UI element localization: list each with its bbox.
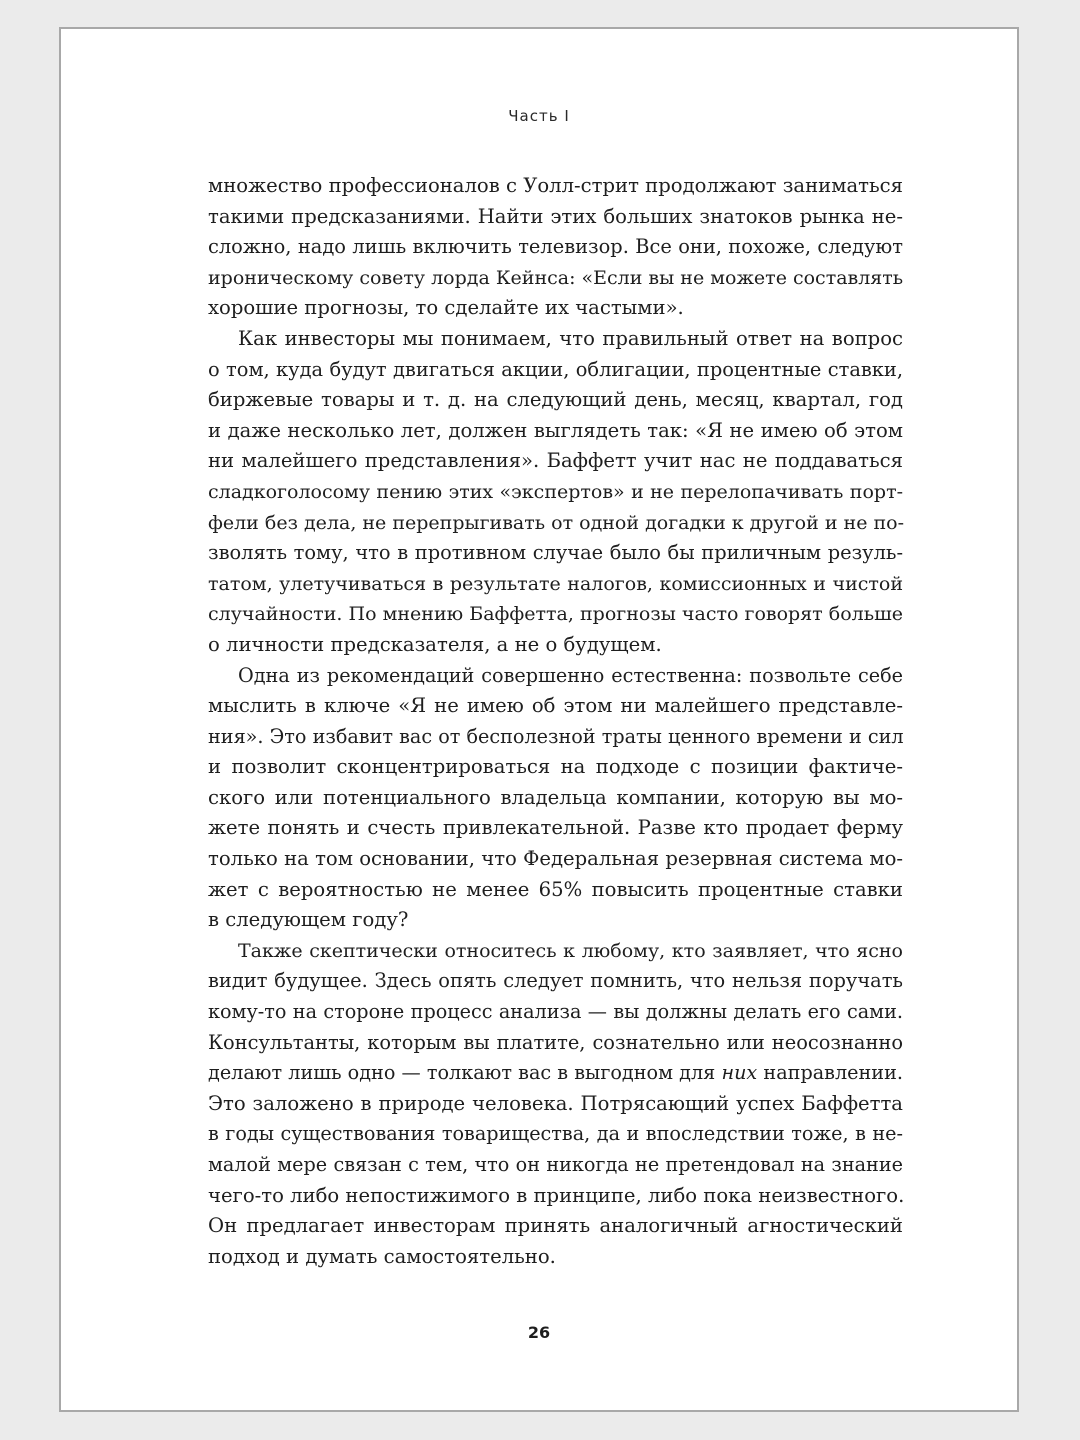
text-line: жете понять и счесть привлекательной. Разве кто продает ферму [208, 816, 903, 840]
text-line: жет с вероятностью не менее 65% повысить процентные ставки [208, 877, 903, 901]
text-line: фели без дела, не перепрыгивать от одной догадки к другой и не по- [208, 511, 904, 534]
text-line: случайности. По мнению Баффетта, прогнозы часто говорят больше [208, 603, 903, 626]
text-line: ни малейшего представления». Баффетт учит нас не поддаваться [208, 449, 903, 473]
text-line: Как инвесторы мы понимаем, что правильный ответ на вопрос [238, 326, 903, 350]
text-segment: направлении. [763, 1061, 903, 1085]
emphasized-word: них [721, 1061, 758, 1085]
text-line: только на том основании, что Федеральная резервная система мо- [208, 847, 903, 871]
text-line: сладкоголосому пению этих «экспертов» и не перелопачивать порт- [208, 480, 903, 503]
text-line: кому-то на стороне процесс анализа — вы должны делать его сами. [208, 1000, 903, 1024]
text-line: Консультанты, которым вы платите, сознательно или неосознанно [208, 1030, 903, 1054]
text-line: татом, улетучиваться в результате налогов, комиссионных и чистой [208, 572, 903, 595]
text-line: хорошие прогнозы, то сделайте их частыми». [208, 296, 684, 320]
text-line: о том, куда будут двигаться акции, облигации, процентные ставки, [208, 357, 903, 381]
text-segment: делают лишь одно — толкают вас в выгодном для [208, 1061, 716, 1085]
text-line: подход и думать самостоятельно. [208, 1244, 556, 1268]
text-line: ния». Это избавит вас от бесполезной траты ценного времени и сил [208, 724, 904, 748]
text-line: о личности предсказателя, а не о будущем. [208, 632, 662, 656]
paragraph [208, 661, 903, 936]
text-line: в следующем году? [208, 908, 409, 932]
paragraph [208, 936, 903, 1273]
text-line: Также скептически относитесь к любому, кто заявляет, что ясно [238, 939, 903, 962]
text-line: чего-то либо непостижимого в принципе, либо пока неизвестного. [208, 1183, 905, 1207]
text-line: ироническому совету лорда Кейнса: «Если вы не можете составлять [208, 266, 904, 289]
book-page [59, 27, 1019, 1412]
text-line: Он предлагает инвесторам принять аналогичный агностический [208, 1214, 903, 1238]
text-line: мыслить в ключе «Я не имею об этом ни малейшего представле- [208, 694, 903, 718]
text-line: в годы существования товарищества, да и впоследствии тоже, в не- [208, 1122, 903, 1146]
text-line: биржевые товары и т. д. на следующий день, месяц, квартал, год [208, 388, 903, 412]
text-line: Это заложено в природе человека. Потрясающий успех Баффетта [208, 1091, 903, 1115]
text-line: сложно, надо лишь включить телевизор. Все они, похоже, следуют [208, 235, 903, 259]
paragraph [208, 171, 903, 324]
text-line: такими предсказаниями. Найти этих больших знатоков рынка не- [208, 204, 903, 228]
body-text [208, 171, 903, 1272]
text-line: и даже несколько лет, должен выглядеть так: «Я не имею об этом [208, 418, 903, 442]
text-line: малой мере связан с тем, что он никогда не претендовал на знание [208, 1153, 903, 1176]
text-line: множество профессионалов с Уолл-стрит продолжают заниматься [208, 174, 903, 197]
running-head: Часть I [508, 107, 570, 125]
text-line: ского или потенциального владельца компании, которую вы мо- [208, 785, 903, 809]
text-line: зволять тому, что в противном случае было бы приличным резуль- [208, 541, 903, 565]
page-number: 26 [527, 1323, 551, 1342]
text-line-with-emphasis [208, 1058, 903, 1089]
text-line: Одна из рекомендаций совершенно естественна: позвольте себе [238, 663, 903, 687]
text-line: и позволит сконцентрироваться на подходе с позиции фактиче- [208, 755, 903, 779]
paragraph [208, 324, 903, 661]
text-line: видит будущее. Здесь опять следует помнить, что нельзя поручать [208, 969, 903, 993]
